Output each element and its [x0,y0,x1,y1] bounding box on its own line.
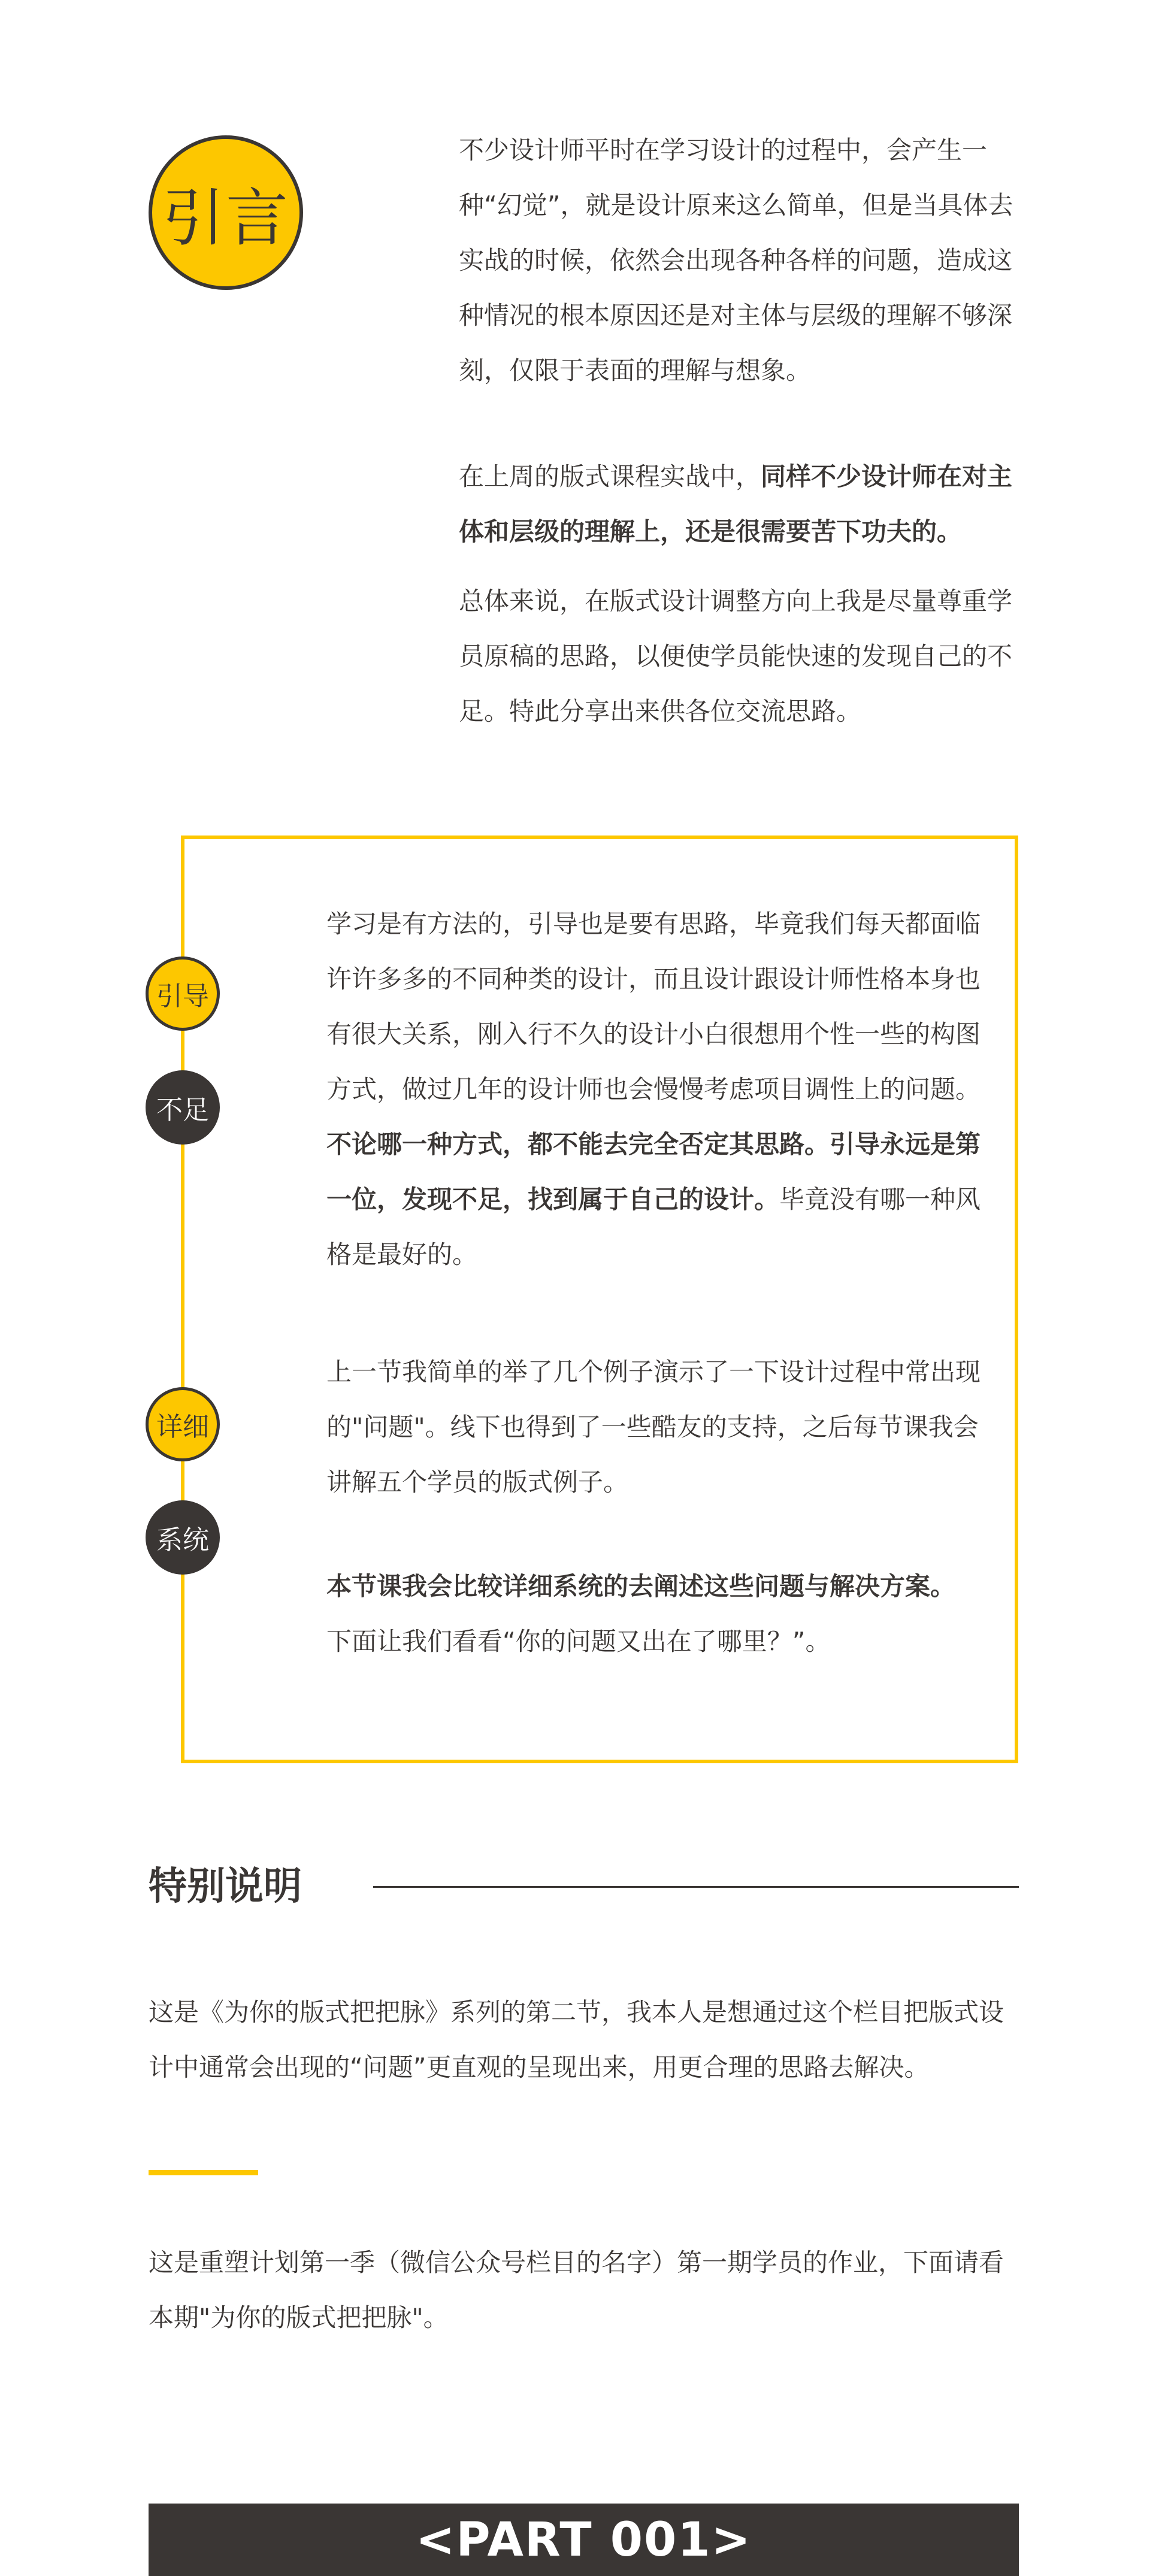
intro-badge-label: 引言 [162,181,289,255]
box-paragraph-3 [326,1559,985,1669]
intro-badge [149,135,303,290]
tag-guide-label: 引导 [156,981,209,1012]
intro-paragraph-3: 总体来说，在版式设计调整方向上我是尽量尊重学员原稿的思路，以便使学员能快速的发现自己的不足。特此分享出来供各位交流思路。 [459,586,1013,726]
box-paragraph-2: 上一节我简单的举了几个例子演示了一下设计过程中常出现的"问题"。线下也得到了一些酷友的支持，之后每节课我会讲解五个学员的版式例子。 [326,1357,981,1497]
tag-guide [146,956,220,1031]
box-paragraph-1-tail: 毕竟没有哪一种风格是最好的。 [326,1185,981,1269]
tag-shortcoming-label: 不足 [156,1095,209,1125]
part-header [149,2504,1019,2576]
box-paragraph-3-emphasis: 本节课我会比较详细系统的去阐述这些问题与解决方案。 [326,1572,956,1601]
intro-paragraph-2 [459,449,1019,559]
tag-connector [181,1460,184,1503]
intro-paragraph-2-emphasis: 同样不少设计师在对主体和层级的理解上，还是很需要苦下功夫的。 [459,462,1013,546]
part-label: <PART 001> [416,2513,752,2567]
accent-bar [149,2170,258,2175]
tag-systematic-label: 系统 [156,1525,209,1555]
tag-systematic [146,1500,220,1575]
box-paragraph-3-tail: 下面让我们看看“你的问题又出在了哪里？”。 [326,1627,831,1656]
box-paragraph-1 [326,897,985,1282]
section-divider [373,1886,1019,1888]
special-paragraph-1: 这是《为你的版式把把脉》系列的第二节，我本人是想通过这个栏目把版式设计中通常会出现的“问题”更直观的呈现出来，用更合理的思路去解决。 [149,1997,1004,2082]
intro-paragraph-2-text: 在上周的版式课程实战中， [459,462,761,491]
tag-shortcoming [146,1070,220,1145]
tag-connector [181,1030,184,1073]
section-title: 特别说明 [149,1864,302,1909]
tag-detailed-label: 详细 [156,1412,209,1442]
box-paragraph-1-emphasis: 不论哪一种方式，都不能去完全否定其思路。引导永远是第一位，发现不足，找到属于自己的设计。 [326,1130,981,1214]
special-paragraph-2: 这是重塑计划第一季（微信公众号栏目的名字）第一期学员的作业，下面请看本期"为你的版式把把脉"。 [149,2248,1004,2332]
box-paragraph-1-text: 学习是有方法的，引导也是要有思路，毕竟我们每天都面临许许多多的不同种类的设计，而且设计跟设计师性格本身也有很大关系，刚入行不久的设计小白很想用个性一些的构图方式，做过几年的设计师也会慢慢考虑项目调性上的问题。 [326,909,981,1104]
intro-paragraph-1: 不少设计师平时在学习设计的过程中，会产生一种“幻觉”，就是设计原来这么简单，但是当具体去实战的时候，依然会出现各种各样的问题，造成这种情况的根本原因还是对主体与层级的理解不够深刻，仅限于表面的理解与想象。 [459,135,1013,385]
tag-detailed [146,1387,220,1461]
